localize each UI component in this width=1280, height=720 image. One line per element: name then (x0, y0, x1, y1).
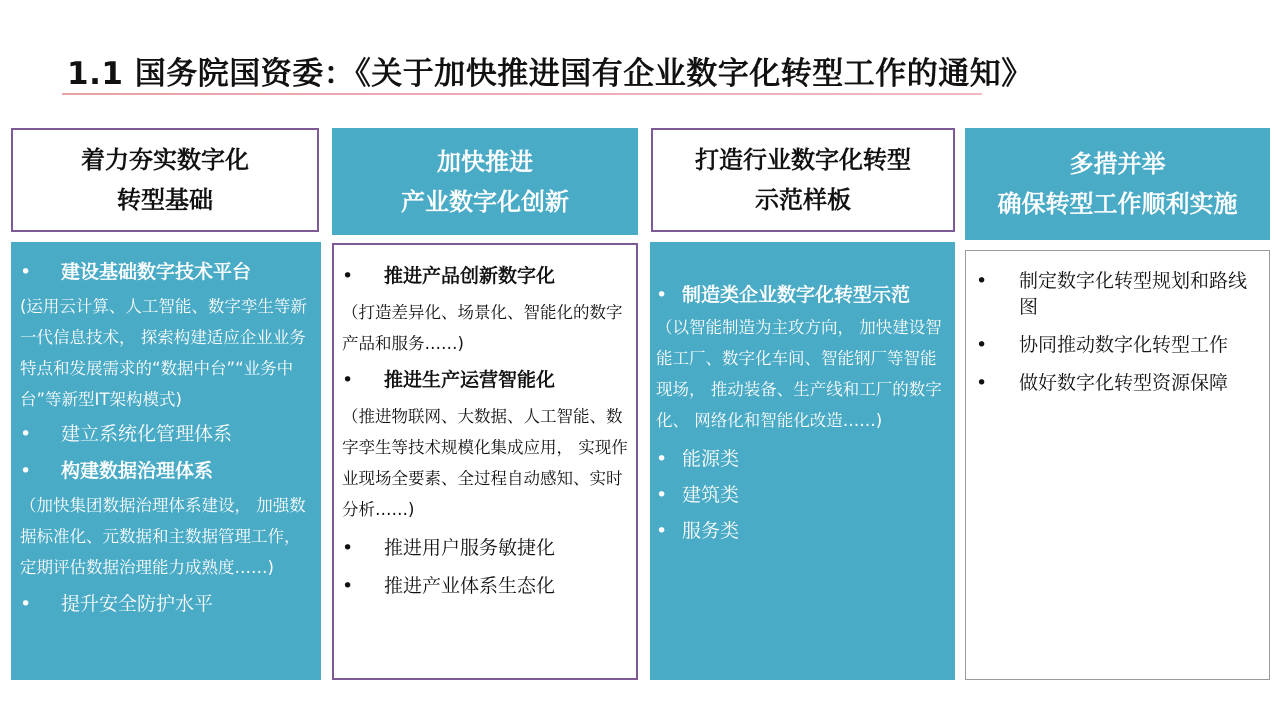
list-item (20, 421, 321, 447)
list-item (20, 458, 321, 484)
col3-header-line1: 打造行业数字化转型 (695, 146, 911, 174)
col3-body (650, 242, 955, 680)
bullet: • (342, 537, 354, 559)
item-label: 协同推动数字化转型工作 (1019, 334, 1229, 356)
list-item (342, 535, 636, 561)
bullet: • (976, 372, 988, 394)
list-item (656, 482, 955, 508)
bullet: • (20, 460, 32, 482)
item-label: 建设基础数字技术平台 (61, 261, 252, 283)
item-description: (运用云计算、人工智能、数字孪生等新一代信息技术， 探索构建适应企业业务特点和发展需求的“数据中台”“业务中台”等新型IT架构模式) (20, 297, 307, 409)
col1-header (11, 128, 319, 232)
bullet: • (20, 261, 32, 283)
bullet: • (342, 369, 354, 391)
col2-header-line1: 加快推进 (437, 147, 533, 176)
item-label: 推进产业体系生态化 (384, 575, 556, 597)
item-label: 提升安全防护水平 (61, 593, 214, 615)
list-item (976, 268, 1269, 320)
item-label: 推进产品创新数字化 (384, 265, 556, 287)
item-label: 推进生产运营智能化 (384, 369, 556, 391)
item-label: 做好数字化转型资源保障 (1019, 372, 1229, 394)
item-label: 制定数字化转型规划和路线图 (1019, 270, 1248, 318)
col2-body (332, 243, 638, 680)
bullet: • (656, 484, 668, 506)
col4-body (965, 250, 1270, 680)
item-description: （以智能制造为主攻方向， 加快建设智能工厂、数字化车间、智能钢厂等智能现场， 推动装备、生产线和工厂的数字化、 网络化和智能化改造……) (656, 318, 942, 430)
list-item (976, 332, 1269, 358)
bullet: • (20, 593, 32, 615)
list-item (342, 367, 636, 393)
bullet: • (20, 423, 32, 445)
list-item (20, 591, 321, 617)
bullet: • (656, 284, 668, 306)
bullet: • (342, 575, 354, 597)
item-description: （推进物联网、大数据、人工智能、数字孪生等技术规模化集成应用， 实现作业现场全要素、全过程自动感知、实时分析……) (342, 407, 628, 519)
bullet: • (976, 334, 988, 356)
list-item (342, 573, 636, 599)
bullet: • (656, 448, 668, 470)
list-item (976, 370, 1269, 396)
list-item (656, 446, 955, 472)
item-label: 制造类企业数字化转型示范 (682, 284, 911, 306)
col2-header-line2: 产业数字化创新 (401, 187, 569, 216)
item-label: 能源类 (682, 448, 740, 470)
list-item (656, 518, 955, 544)
item-description: （加快集团数据治理体系建设， 加强数据标准化、元数据和主数据管理工作， 定期评估数据治理能力成熟度……) (20, 496, 306, 577)
page-title: 1.1 国务院国资委：《关于加快推进国有企业数字化转型工作的通知》 (67, 56, 1033, 92)
col4-header (965, 128, 1270, 240)
bullet: • (976, 270, 988, 292)
col1-header-line1: 着力夯实数字化 (81, 146, 249, 174)
list-item (656, 282, 955, 308)
col4-header-line1: 多措并举 (1069, 150, 1166, 178)
item-label: 构建数据治理体系 (61, 460, 214, 482)
col1-header-line2: 转型基础 (117, 186, 213, 214)
item-label: 服务类 (682, 520, 740, 542)
item-label: 建立系统化管理体系 (61, 423, 233, 445)
col3-header-line2: 示范样板 (755, 186, 851, 214)
col4-header-line2: 确保转型工作顺利实施 (997, 190, 1238, 218)
list-item (342, 263, 636, 289)
bullet: • (656, 520, 668, 542)
col3-header (651, 128, 955, 232)
item-label: 建筑类 (682, 484, 740, 506)
col2-header (332, 128, 638, 235)
title-underline (62, 93, 982, 95)
bullet: • (342, 265, 354, 287)
col1-body (11, 242, 321, 680)
item-description: （打造差异化、场景化、智能化的数字产品和服务……) (342, 303, 623, 353)
item-label: 推进用户服务敏捷化 (384, 537, 556, 559)
list-item (20, 259, 321, 285)
